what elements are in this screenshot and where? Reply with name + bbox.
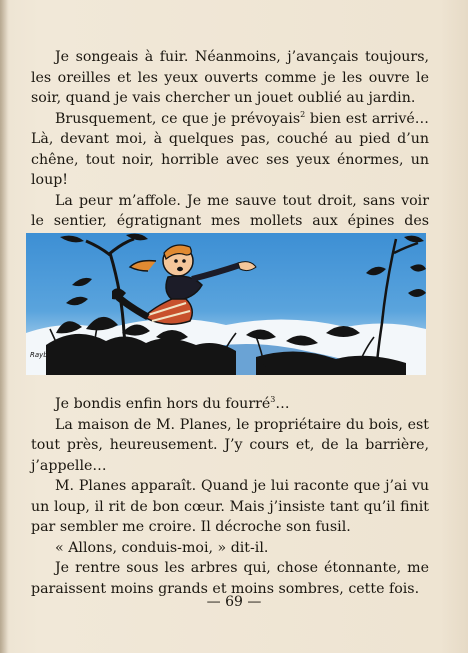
paragraph-6: M. Planes apparaît. Quand je lui raconte que j’ai vu un loup, il rit de bon cœur. Mais j’insiste tant qu’il finit par sembler me croire. Il décroche son fusil.: [31, 478, 429, 535]
paragraph-4: [31, 394, 429, 415]
page-gutter-shadow: [0, 0, 8, 653]
paragraph-2-start: Brusquement, ce que je prévoyais: [55, 110, 301, 127]
text-block-bottom: [31, 394, 429, 599]
text-block-top: [31, 47, 429, 252]
paragraph-5: La maison de M. Planes, le propriétaire du bois, est tout près, heureusement. J’y cours et, de la barrière, j’appelle…: [31, 416, 429, 474]
paragraph-1: Je songeais à fuir. Néanmoins, j’avançais toujours, les oreilles et les yeux ouverts comme je les ouvre le soir, quand je vais chercher un jouet oublié au jardin.: [31, 49, 429, 106]
paragraph-2-end: bien est arrivé… Là, devant moi, à quelques pas, couché au pied d’un chêne, tout noir, horrible avec ses yeux énormes, un loup!: [31, 110, 429, 188]
paragraph-8: Je rentre sous les arbres qui, chose étonnante, me paraissent moins grands et moins sombres, cette fois.: [31, 560, 429, 597]
paragraph-7: « Allons, conduis-moi, » dit-il.: [55, 539, 269, 556]
illustration-drawing: [26, 233, 426, 375]
paragraph-4-tail: …: [275, 396, 290, 412]
paragraph-2: [31, 109, 429, 191]
artist-signature: Rayb: [30, 351, 48, 359]
paragraph-4-text: Je bondis enfin hors du fourré: [55, 396, 271, 412]
footnote-ref-2: 2: [300, 109, 306, 119]
page-number: — 69 —: [206, 594, 262, 610]
footnote-ref-3: 3: [270, 395, 276, 404]
illustration-girl-fleeing: [26, 233, 426, 375]
paragraph-3: La peur m’affole. Je me sauve tout droit, sans voir le sentier, égratignant mes mollets aux épines des: [31, 192, 429, 229]
